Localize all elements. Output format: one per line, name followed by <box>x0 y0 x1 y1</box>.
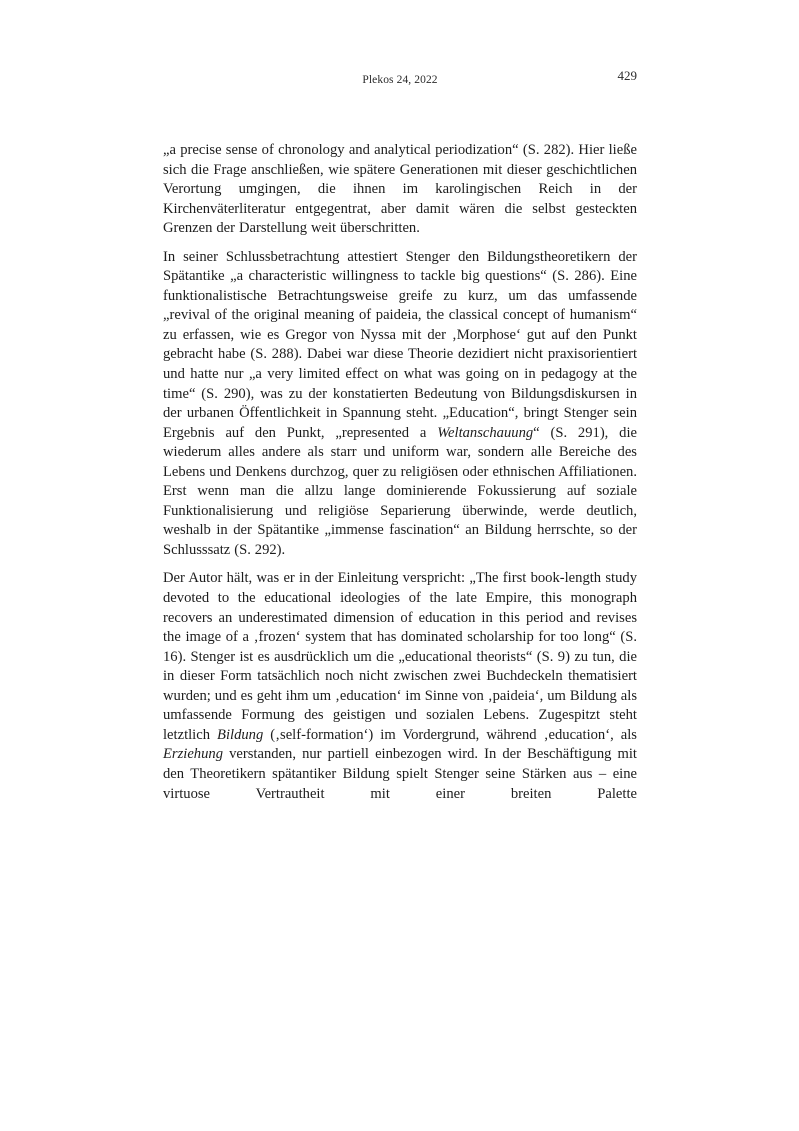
text-run: Der Autor hält, was er in der Einleitung verspricht: „The first book-length study devoted to the educational ideologies of the late Empire, this monograph recovers an underestimated dimension of education in this period and revises the image of a ‚frozen‘ system that has dominated scholarship for too long“ (S. 16). Stenger ist es ausdrücklich um die „educational theorists“ (S. 9) zu tun, die in dieser Form tatsächlich noch nicht zwischen zwei Buchdeckeln thematisiert wurden; und es geht ihm um ‚education‘ im Sinne von ‚paideia‘, um Bildung als umfassende Formung des geistigen und sozialen Lebens. Zugespitzt steht letztlich <box>163 570 637 743</box>
body-paragraph <box>163 141 637 239</box>
body-paragraph <box>163 569 637 823</box>
page-number: 429 <box>617 68 637 83</box>
text-run: In seiner Schlussbetrachtung attestiert Stenger den Bildungstheoretikern der Spätantike „a characteristic willingness to tackle big questions“ (S. 286). Eine funktionalistische Betrachtungsweise greife zu kurz, um das umfassende „revival of the original meaning of paideia, the classical concept of humanism“ zu erfassen, wie es Gregor von Nyssa mit der ‚Morphose‘ gut auf den Punkt gebracht habe (S. 288). Dabei war diese Theorie dezidiert nicht praxisorientiert und hatte nur „a very limited effect on what was going on in pedagogy at the time“ (S. 290), was zu der konstatierten Bedeutung von Bildungsdiskursen in der urbanen Öffentlichkeit in Spannung steht. „Education“, bringt Stenger sein Ergebnis auf den Punkt, „represented a <box>163 248 637 441</box>
body-text-block <box>163 141 637 824</box>
running-head-journal-title: Plekos 24, 2022 <box>362 74 438 86</box>
body-paragraph <box>163 248 637 561</box>
italic-term: Erziehung <box>163 746 223 763</box>
italic-term: Bildung <box>217 726 264 743</box>
text-run: “ (S. 291), die wiederum alles andere als starr und uniform war, sondern alle Bereiche des Lebens und Denkens durchzog, quer zu religiösen oder ethnischen Affiliationen. Erst wenn man die allzu lange dominierende Fokussierung auf soziale Funktionalisierung und religiöse Separierung überwinde, werde deutlich, weshalb in der Spätantike „immense fascination“ an Bildung herrschte, so der Schlusssatz (S. 292). <box>163 424 637 558</box>
italic-term: Weltanschauung <box>437 424 534 441</box>
text-run: verstanden, nur partiell einbezogen wird. In der Beschäftigung mit den Theoretikern spätantiker Bildung spielt Stenger seine Stärken aus – eine virtuose Vertrautheit mit einer breiten Palette <box>163 746 637 802</box>
text-run: „a precise sense of chronology and analytical periodization“ (S. 282). Hier ließe sich die Frage anschließen, wie spätere Generationen mit dieser geschichtlichen Verortung umgingen, die ihnen im karolingischen Reich in der Kirchenväterliteratur entgegentrat, aber damit wären die selbst gesteckten Grenzen der Darstellung weit überschritten. <box>163 142 637 237</box>
text-run: (‚self-formation‘) im Vordergrund, während ‚education‘, als <box>263 726 637 743</box>
running-head <box>163 68 637 90</box>
